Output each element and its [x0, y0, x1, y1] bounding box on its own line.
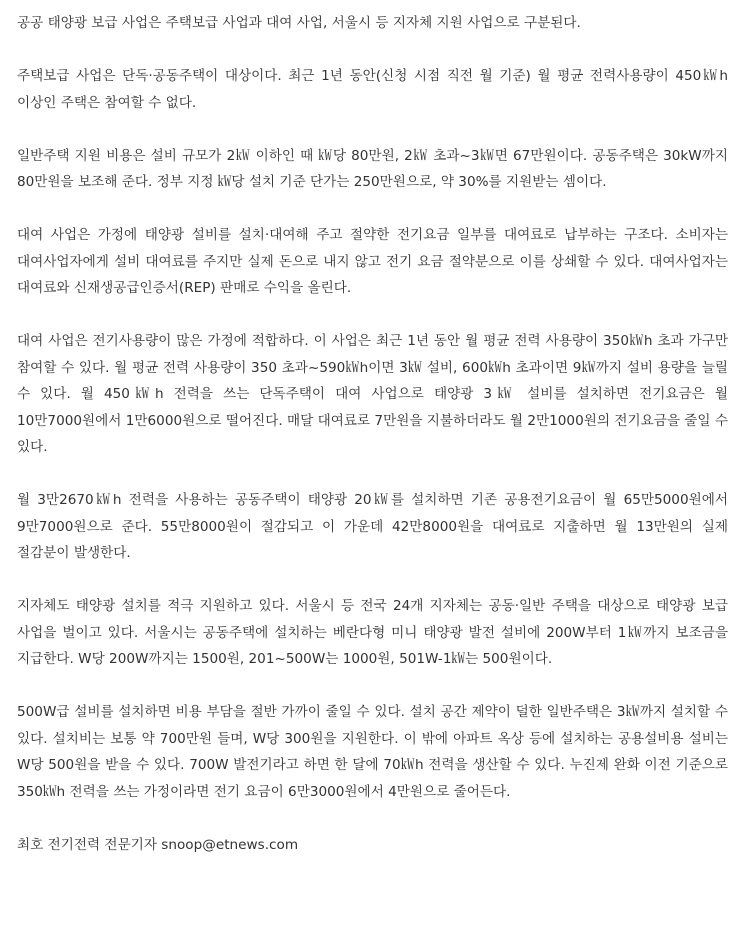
paragraph-housing-eligibility: 주택보급 사업은 단독·공동주택이 대상이다. 최근 1년 동안(신청 시점 직전 월 기준) 월 평균 전력사용량이 450㎾h 이상인 주택은 참여할 수 없다.: [17, 68, 728, 111]
paragraph-rental-eligibility: 대여 사업은 전기사용량이 많은 가정에 적합하다. 이 사업은 최근 1년 동안 월 평균 전력 사용량이 350㎾h 초과 가구만 참여할 수 있다. 월 평균 전력 사용량이 350 초과~590㎾h이면 3㎾ 설비, 600㎾h 초과이면 9㎾까지 설비 용량을 늘릴 수 있다. 월 450㎾h 전력을 쓰는 단독주택이 대여 사업으로 태양광 3㎾ 설비를 설치하면 전기요금은 월 10만7000원에서 1만6000원으로 떨어진다. 매달 대여료로 7만원을 지불하더라도 월 2만1000원의 전기요금을 줄일 수 있다.: [17, 333, 729, 455]
paragraph-apartment-example: 월 3만2670㎾h 전력을 사용하는 공동주택이 태양광 20㎾를 설치하면 기존 공용전기요금이 월 65만5000원에서 9만7000원으로 준다. 55만8000원이 절감되고 이 가운데 42만8000원을 대여료로 지출하면 월 13만원의 실제 절감분이 발생한다.: [17, 492, 728, 561]
paragraph-housing-subsidy: 일반주택 지원 비용은 설비 규모가 2㎾ 이하인 때 ㎾당 80만원, 2㎾ 초과~3㎾면 67만원이다. 공동주택은 30kW까지 80만원을 보조해 준다. 정부 지정 ㎾당 설치 기준 단가는 250만원으로, 약 30%를 지원받는 셈이다.: [17, 147, 728, 190]
byline: 최호 전기전력 전문기자 snoop@etnews.com: [17, 836, 299, 853]
paragraph-intro: 공공 태양광 보급 사업은 주택보급 사업과 대여 사업, 서울시 등 지자체 지원 사업으로 구분된다.: [17, 15, 581, 31]
paragraph-local-government: 지자체도 태양광 설치를 적극 지원하고 있다. 서울시 등 전국 24개 지자체는 공동·일반 주택을 대상으로 태양광 보급 사업을 벌이고 있다. 서울시는 공동주택에 설치하는 베란다형 미니 태양광 발전 설비에 200W부터 1㎾까지 보조금을 지급한다. W당 200W까지는 1500원, 201~500W는 1000원, 501W-1㎾는 500원이다.: [17, 598, 728, 667]
paragraph-500w-savings: 500W급 설비를 설치하면 비용 부담을 절반 가까이 줄일 수 있다. 설치 공간 제약이 덜한 일반주택은 3㎾까지 설치할 수 있다. 설치비는 보통 약 700만원 들며, W당 300원을 지원한다. 이 밖에 아파트 옥상 등에 설치하는 공용설비용 설비는 W당 500원을 받을 수 있다. 700W 발전기라고 하면 한 달에 70㎾h 전력을 생산할 수 있다. 누진제 완화 이전 기준으로 350㎾h 전력을 쓰는 가정이라면 전기 요금이 6만3000원에서 4만원으로 줄어든다.: [17, 704, 728, 800]
paragraph-rental-structure: 대여 사업은 가정에 태양광 설비를 설치·대여해 주고 절약한 전기요금 일부를 대여료로 납부하는 구조다. 소비자는 대여사업자에게 설비 대여료를 주지만 실제 돈으로 내지 않고 전기 요금 절약분으로 이를 상쇄할 수 있다. 대여사업자는 대여료와 신재생공급인증서(REP) 판매로 수익을 올린다.: [17, 227, 728, 296]
